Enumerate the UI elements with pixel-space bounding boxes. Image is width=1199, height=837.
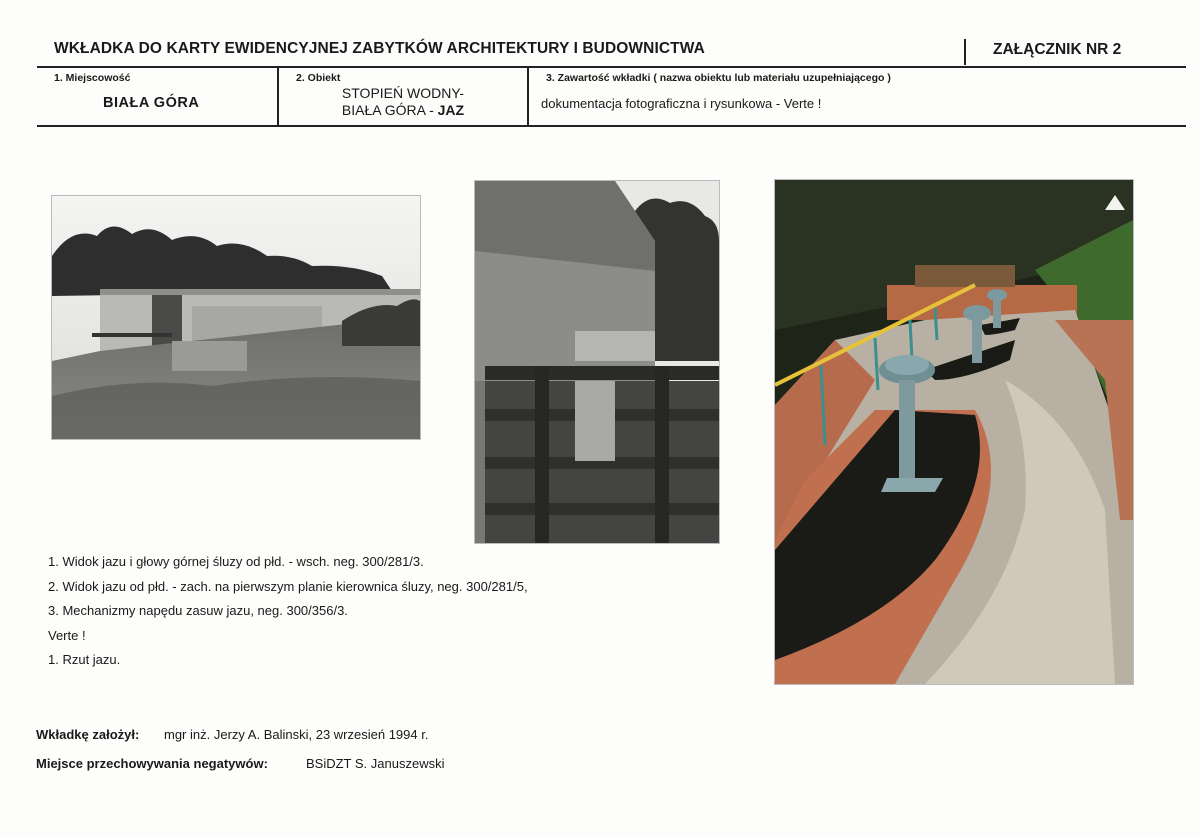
object-label: 2. Obiekt <box>296 72 341 84</box>
photo-gate-mechanisms <box>775 180 1133 684</box>
storage-value: BSiDZT S. Januszewski <box>306 756 445 771</box>
caption-3: 3. Mechanizmy napędu zasuw jazu, neg. 300/356/3. <box>48 603 348 618</box>
place-value: BIAŁA GÓRA <box>103 95 200 111</box>
photo-2-image <box>475 181 719 543</box>
place-label: 1. Miejscowość <box>54 72 131 84</box>
table-bottom-rule <box>37 125 1186 127</box>
caption-1: 1. Widok jazu i głowy górnej śluzy od płd. - wsch. neg. 300/281/3. <box>48 554 424 569</box>
contents-label: 3. Zawartość wkładki ( nazwa obiektu lub materiału uzupełniającego ) <box>546 72 891 84</box>
photo-1-image <box>52 196 420 439</box>
photo-captions <box>48 554 528 677</box>
author-label: Wkładkę założył: <box>36 727 140 742</box>
title-separator <box>964 39 966 65</box>
author-value: mgr inż. Jerzy A. Balinski, 23 wrzesień 1994 r. <box>164 727 429 742</box>
photo-weir-guide-wall <box>475 181 719 543</box>
object-line-1: STOPIEŃ WODNY- <box>341 85 465 101</box>
object-line-2-prefix: BIAŁA GÓRA - <box>341 102 438 118</box>
drawing-caption-1: 1. Rzut jazu. <box>48 652 121 667</box>
caption-2: 2. Widok jazu od płd. - zach. na pierwszym planie kierownica śluzy, neg. 300/281/5, <box>48 578 528 594</box>
table-top-rule <box>37 66 1186 68</box>
document-title: WKŁADKA DO KARTY EWIDENCYJNEJ ZABYTKÓW ARCHITEKTURY I BUDOWNICTWA <box>54 40 705 57</box>
object-line-2 <box>278 102 528 118</box>
verte-note: Verte ! <box>48 627 86 643</box>
annex-number: ZAŁĄCZNIK NR 2 <box>993 41 1122 58</box>
photo-3-image <box>775 180 1133 684</box>
contents-value: dokumentacja fotograficzna i rysunkowa - Verte ! <box>541 96 822 111</box>
object-line-2-bold: JAZ <box>437 102 465 118</box>
photo-weir-and-lock-head <box>52 196 420 439</box>
storage-label: Miejsce przechowywania negatywów: <box>36 756 268 771</box>
